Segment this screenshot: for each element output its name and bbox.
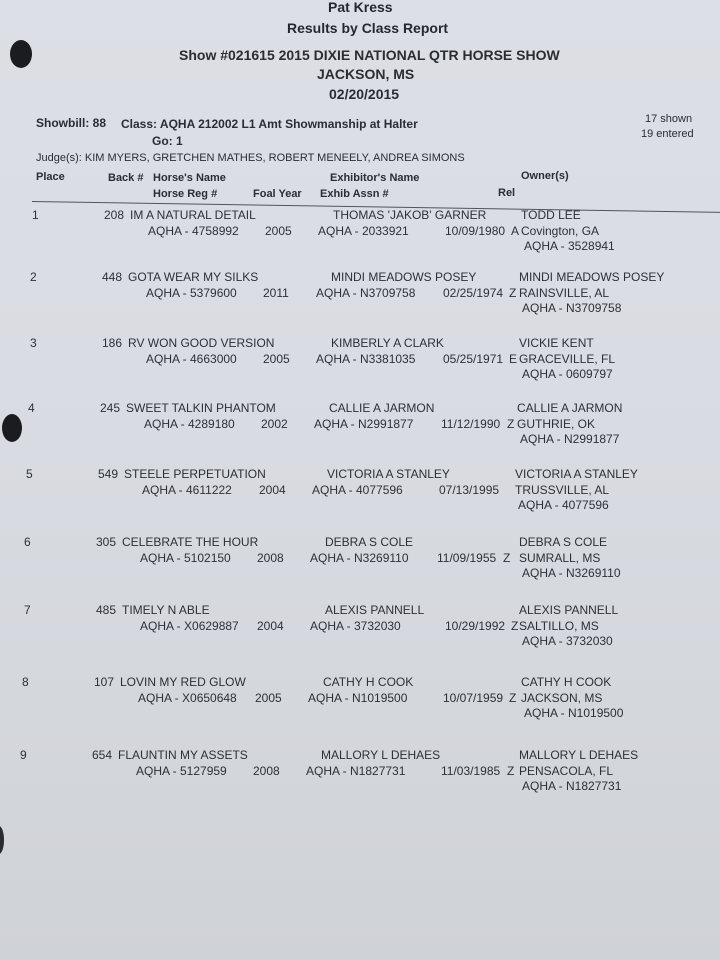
entry-back-number: 208 (104, 208, 125, 222)
entry-exhibitor-dob: 05/25/1971 (443, 352, 504, 366)
entry-exhib-assn: AQHA - N1827731 (306, 764, 406, 778)
entry-exhibitor-dob: 07/13/1995 (439, 483, 500, 497)
entry-place: 6 (24, 535, 31, 549)
entry-exhibitor-dob: 11/12/1990 (441, 417, 501, 431)
entry-back-number: 305 (96, 535, 117, 549)
entry-exhib-assn: AQHA - N3269110 (310, 551, 409, 565)
entry-owner-reg: AQHA - N2991877 (520, 432, 620, 446)
entry-relation: A (511, 224, 520, 238)
entry-owner-city: Covington, GA (521, 224, 600, 238)
entry-place: 1 (32, 208, 39, 222)
entry-exhibitor: THOMAS 'JAKOB' GARNER (333, 208, 487, 222)
entry-horse-name: TIMELY N ABLE (122, 603, 210, 617)
entry-horse-name: LOVIN MY RED GLOW (120, 675, 246, 689)
entry-horse-reg: AQHA - X0650648 (138, 691, 237, 705)
entry-exhibitor: KIMBERLY A CLARK (331, 336, 444, 350)
entry-owner-reg: AQHA - 3732030 (522, 634, 613, 648)
entry-relation: E (509, 352, 518, 366)
entry-horse-reg: AQHA - 5127959 (136, 764, 227, 778)
entry-exhibitor-dob: 10/07/1959 (443, 691, 504, 705)
entry-back-number: 654 (92, 748, 113, 762)
entry-exhibitor-dob: 02/25/1974 (443, 286, 504, 300)
entry-owner: ALEXIS PANNELL (519, 603, 619, 617)
report-title: Results by Class Report (287, 20, 449, 36)
col-exhibitor: Exhibitor's Name (330, 172, 420, 184)
entry-back-number: 485 (96, 603, 117, 617)
entry-relation: Z (509, 286, 517, 300)
binder-hole-bottom (0, 826, 4, 854)
col-exhib-assn: Exhib Assn # (320, 188, 389, 200)
entry-place: 8 (22, 675, 29, 689)
entry-relation: Z (511, 619, 519, 633)
entry-owner-city: RAINSVILLE, AL (519, 286, 610, 300)
entered-count: 19 entered (641, 128, 694, 140)
entry-exhib-assn: AQHA - 3732030 (310, 619, 401, 633)
entry-horse-reg: AQHA - X0629887 (140, 619, 239, 633)
entry-foal-year: 2004 (257, 619, 284, 633)
entry-owner-city: GUTHRIE, OK (517, 417, 596, 431)
entry-foal-year: 2008 (257, 551, 284, 565)
entry-horse-name: SWEET TALKIN PHANTOM (126, 401, 276, 415)
show-date: 02/20/2015 (329, 86, 400, 102)
entry-foal-year: 2008 (253, 764, 280, 778)
entry-owner-city: GRACEVILLE, FL (519, 352, 616, 366)
entry-exhib-assn: AQHA - N2991877 (314, 417, 414, 431)
entry-owner-reg: AQHA - N3269110 (522, 566, 621, 580)
entry-owner-city: SALTILLO, MS (519, 619, 599, 633)
entry-relation: Z (503, 551, 511, 565)
col-back: Back # (108, 172, 144, 184)
col-place: Place (36, 171, 65, 183)
col-rel: Rel (498, 187, 516, 199)
entry-owner: DEBRA S COLE (519, 535, 608, 549)
entry-horse-name: STEELE PERPETUATION (124, 467, 266, 481)
show-title: Show #021615 2015 DIXIE NATIONAL QTR HORSE SHOW (179, 47, 560, 63)
entry-place: 2 (30, 270, 37, 284)
entry-exhibitor: MALLORY L DEHAES (321, 748, 441, 762)
entry-exhibitor: DEBRA S COLE (325, 535, 414, 549)
entry-exhib-assn: AQHA - 2033921 (318, 224, 409, 238)
entry-foal-year: 2004 (259, 483, 286, 497)
entry-owner: MINDI MEADOWS POSEY (519, 270, 665, 284)
entry-foal-year: 2005 (263, 352, 290, 366)
entry-horse-reg: AQHA - 5379600 (146, 286, 237, 300)
entry-place: 3 (30, 336, 37, 350)
entry-owner: MALLORY L DEHAES (519, 748, 639, 762)
class-name: Class: AQHA 212002 L1 Amt Showmanship at Halter (121, 117, 418, 131)
entry-back-number: 186 (102, 336, 123, 350)
showbill: Showbill: 88 (36, 116, 107, 130)
binder-hole-top (10, 40, 32, 68)
entry-exhibitor: CALLIE A JARMON (329, 401, 435, 415)
entry-back-number: 107 (94, 675, 115, 689)
entry-owner-reg: AQHA - 4077596 (518, 498, 609, 512)
entry-owner-reg: AQHA - N3709758 (522, 301, 622, 315)
entry-exhibitor-dob: 11/09/1955 (437, 551, 497, 565)
entry-exhibitor-dob: 10/09/1980 (445, 224, 506, 238)
entry-back-number: 448 (102, 270, 123, 284)
entry-place: 4 (28, 401, 35, 415)
entry-relation: Z (507, 764, 515, 778)
entry-owner-city: TRUSSVILLE, AL (515, 483, 610, 497)
entry-horse-reg: AQHA - 4289180 (144, 417, 235, 431)
entry-place: 9 (20, 748, 27, 762)
entry-foal-year: 2005 (265, 224, 292, 238)
entry-owner: VICKIE KENT (519, 336, 594, 350)
entry-exhibitor-dob: 11/03/1985 (441, 764, 501, 778)
entry-exhib-assn: AQHA - N3381035 (316, 352, 416, 366)
go-number: Go: 1 (152, 134, 183, 148)
entry-exhibitor: ALEXIS PANNELL (325, 603, 425, 617)
entry-horse-name: IM A NATURAL DETAIL (130, 208, 256, 222)
entry-foal-year: 2002 (261, 417, 288, 431)
entry-owner: CATHY H COOK (521, 675, 612, 689)
entry-owner-reg: AQHA - 0609797 (522, 367, 613, 381)
judges-line: Judge(s): KIM MYERS, GRETCHEN MATHES, ROBERT MENEELY, ANDREA SIMONS (36, 152, 465, 164)
entry-owner-city: SUMRALL, MS (519, 551, 601, 565)
entry-exhibitor: CATHY H COOK (323, 675, 414, 689)
entry-place: 7 (24, 603, 31, 617)
entry-back-number: 549 (98, 467, 119, 481)
entry-exhib-assn: AQHA - N1019500 (308, 691, 408, 705)
entry-foal-year: 2005 (255, 691, 282, 705)
entry-back-number: 245 (100, 401, 121, 415)
entry-exhib-assn: AQHA - 4077596 (312, 483, 403, 497)
shown-count: 17 shown (645, 113, 693, 125)
entry-horse-name: FLAUNTIN MY ASSETS (118, 748, 248, 762)
entry-horse-name: CELEBRATE THE HOUR (122, 535, 259, 549)
entry-relation: Z (507, 417, 515, 431)
entry-horse-reg: AQHA - 4611222 (142, 483, 232, 497)
col-horse-reg: Horse Reg # (153, 188, 218, 200)
entry-owner: TODD LEE (521, 208, 581, 222)
entry-horse-name: RV WON GOOD VERSION (128, 336, 275, 350)
entry-owner-city: JACKSON, MS (521, 691, 603, 705)
entry-owner-city: PENSACOLA, FL (519, 764, 614, 778)
entry-horse-reg: AQHA - 5102150 (140, 551, 231, 565)
entry-exhibitor-dob: 10/29/1992 (445, 619, 506, 633)
col-owner: Owner(s) (521, 170, 569, 182)
entry-exhibitor: VICTORIA A STANLEY (327, 467, 450, 481)
entry-owner-reg: AQHA - N1019500 (524, 706, 624, 720)
entry-exhibitor: MINDI MEADOWS POSEY (331, 270, 477, 284)
col-foal-year: Foal Year (253, 188, 302, 200)
entry-place: 5 (26, 467, 33, 481)
binder-hole-middle (2, 414, 22, 442)
entry-relation: Z (509, 691, 517, 705)
col-horse-name: Horse's Name (153, 172, 226, 184)
entry-owner-reg: AQHA - N1827731 (522, 779, 622, 793)
entry-owner: CALLIE A JARMON (517, 401, 623, 415)
entry-foal-year: 2011 (263, 286, 289, 300)
show-location: JACKSON, MS (317, 66, 415, 82)
entry-horse-name: GOTA WEAR MY SILKS (128, 270, 259, 284)
entry-owner-reg: AQHA - 3528941 (524, 239, 615, 253)
entry-owner: VICTORIA A STANLEY (515, 467, 638, 481)
entry-horse-reg: AQHA - 4663000 (146, 352, 237, 366)
entry-horse-reg: AQHA - 4758992 (148, 224, 239, 238)
report-name: Pat Kress (328, 0, 393, 15)
entry-exhib-assn: AQHA - N3709758 (316, 286, 416, 300)
